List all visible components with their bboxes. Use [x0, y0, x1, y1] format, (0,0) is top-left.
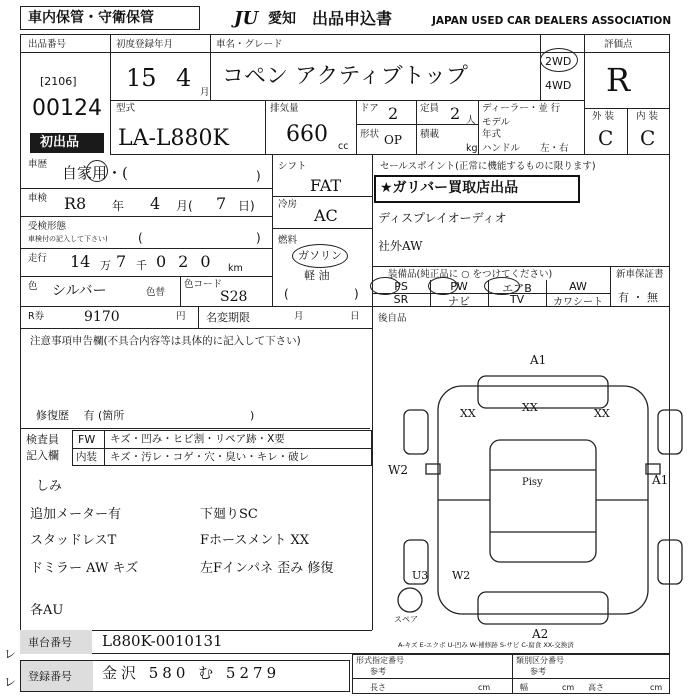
reg-month-unit: 月	[200, 87, 210, 98]
manual-label: 新車保証書	[616, 269, 664, 280]
int-value: C	[640, 126, 656, 150]
grade-value: R	[606, 61, 631, 99]
repair-history: 修復歴 有 (箇所	[36, 409, 125, 422]
handnote-2: 追加メーター有	[30, 507, 122, 522]
color-code-label: 色コード	[184, 279, 223, 290]
drive-2wd: 2WD	[545, 55, 572, 68]
cert-ref: 参考	[370, 667, 386, 676]
use-label: 車歴	[28, 159, 48, 170]
mileage-sen: 7	[116, 252, 127, 271]
storage-label: 車内保管・守衛保管	[28, 10, 154, 26]
len-unit: cm	[478, 683, 491, 692]
reg-number: 金沢 580 む 5279	[102, 664, 281, 682]
drive-4wd: 4WD	[545, 79, 572, 92]
repair-close: )	[250, 409, 255, 422]
reg-month: 4	[176, 64, 192, 92]
mark-xx-3: XX	[594, 407, 610, 420]
dealer-l1: ディーラー・並 行	[482, 103, 561, 114]
cap-label: 定員	[420, 103, 440, 114]
form-title: 出品申込書	[312, 9, 393, 28]
receipt-label: 受検形態	[28, 221, 67, 232]
mark-a1-right: A1	[652, 473, 669, 487]
equip-circle-pw	[428, 277, 458, 295]
equip-airbag: エアB	[488, 280, 547, 294]
color-code: S28	[220, 289, 248, 305]
handle-value: 左・右	[540, 143, 569, 154]
class-label: 類別区分番号	[516, 656, 564, 665]
mark-a2: A2	[532, 627, 549, 641]
rear-label: 後自品	[378, 313, 407, 324]
association-name: JAPAN USED CAR DEALERS ASSOCIATION	[432, 15, 672, 27]
inspect-era: R8	[64, 194, 87, 213]
mark-a1-front: A1	[530, 353, 547, 367]
equip-aw: AW	[546, 280, 610, 294]
mileage-sen-unit: 千	[136, 259, 147, 272]
use-circle	[86, 160, 108, 182]
door-label: ドア	[360, 103, 379, 114]
equip-ps: PS	[372, 280, 431, 294]
ext-value: C	[598, 126, 614, 150]
equip-leather: カワシート	[553, 297, 603, 308]
class-ref: 参考	[530, 667, 546, 676]
use-value: 自家用・(	[62, 164, 128, 182]
int-label: 内 装	[636, 111, 659, 122]
inspect-month-unit: 月(	[176, 199, 193, 213]
brand-name: 愛知	[268, 11, 296, 27]
shift-label: シフト	[278, 161, 307, 172]
sales-hw1: ディスプレイオーディオ	[378, 211, 507, 225]
reg-year: 15	[126, 64, 157, 92]
load-unit: kg	[466, 143, 478, 154]
handnote-8: 各AU	[30, 603, 64, 618]
sales-hw2: 社外AW	[378, 239, 423, 253]
model-label: 型式	[116, 103, 136, 114]
receipt-note: 車検付の記入して下さい)	[28, 235, 108, 243]
equip-sr: SR	[372, 293, 431, 306]
receipt-open: (	[138, 231, 143, 245]
checker-l2: 記入欄	[26, 449, 59, 462]
mark-w2-rear: W2	[452, 569, 471, 582]
shape-label: 形状	[360, 129, 380, 140]
mileage-label: 走行	[28, 253, 48, 264]
color-value: シルバー	[52, 283, 107, 299]
reg-number-label: 登録番号	[28, 670, 72, 683]
notes-label: 注意事項申告欄(不具合内容等は具体的に記入して下さい)	[30, 335, 301, 347]
deadline-month: 月	[294, 311, 304, 322]
grade-label: 評価点	[604, 39, 633, 50]
inspect-day-unit: 日)	[238, 199, 255, 213]
height-unit: cm	[650, 683, 663, 692]
sales-banner: ★ガリバー買取店出品	[380, 180, 519, 196]
fuel-circle	[292, 244, 348, 268]
inspect-year-unit: 年	[112, 199, 125, 213]
width-label: 幅	[520, 683, 528, 692]
checker-in-text: キズ・汚レ・コゲ・穴・臭い・キレ・破レ	[110, 451, 310, 463]
inspect-day: 7	[216, 194, 227, 213]
mark-xx-2: XX	[522, 401, 538, 414]
color-label: 色	[28, 281, 38, 292]
margin-check-2: レ	[4, 675, 17, 689]
cool-value: AC	[314, 206, 338, 225]
use-close: )	[256, 169, 261, 183]
len-label: 長さ	[370, 683, 386, 692]
margin-check-1: レ	[4, 647, 17, 661]
equip-navi: ナビ	[430, 293, 489, 306]
ext-label: 外 装	[592, 111, 615, 122]
handnote-6: Fホースメント XX	[200, 533, 310, 548]
fuel-label: 燃料	[278, 235, 298, 246]
disp-unit: cc	[338, 141, 349, 152]
dealer-l2: モデル	[482, 117, 511, 128]
reg-label: 初度登録年月	[116, 39, 174, 50]
fuel-close: )	[354, 287, 359, 301]
cool-label: 冷房	[278, 199, 298, 210]
mileage-rest: 020	[156, 252, 223, 271]
cap-unit: 人	[466, 115, 476, 126]
equip-label: 装備品(純正品に ○ をつけてください)	[388, 269, 553, 280]
cap-value: 2	[450, 104, 461, 123]
shift-value: FAT	[310, 176, 342, 195]
disp-value: 660	[286, 122, 328, 147]
mark-roof: Pisy	[522, 477, 543, 488]
lot-number: 00124	[32, 96, 102, 121]
manual-value: 有 ・ 無	[618, 291, 658, 304]
first-listing-label: 初出品	[40, 135, 80, 150]
handle-label: ハンドル	[482, 143, 521, 154]
tax-unit: 円	[176, 311, 186, 322]
fuel-opt1: ガソリン	[298, 249, 342, 262]
model-value: LA-L880K	[118, 126, 229, 151]
mileage-man: 14	[70, 252, 91, 271]
load-label: 積載	[420, 129, 440, 140]
tax-value: 9170	[84, 309, 120, 325]
equip-pw: PW	[430, 280, 489, 294]
inspect-label: 車検	[28, 193, 48, 204]
shape-value: OP	[384, 133, 402, 147]
handnote-5: 下廻りSC	[200, 507, 258, 522]
diagram-legend: A-キズ E-エクボ U-凹み W-補修跡 S-サビ C-腐食 XX-交換済	[398, 641, 574, 649]
mileage-man-unit: 万	[100, 259, 111, 272]
checker-fw-text: キズ・凹み・ヒビ割・リペア跡・X要	[110, 433, 285, 445]
fuel-open: (	[284, 287, 289, 301]
sales-label: セールスポイント(正常に機能するものに限ります)	[380, 161, 596, 172]
spare-label: スペア	[394, 615, 418, 624]
tax-label: R券	[28, 311, 45, 322]
handnote-7: 左Fインパネ 歪み 修復	[200, 561, 334, 576]
chassis-label: 車台番号	[28, 636, 72, 649]
lot-sub: [2106]	[40, 75, 77, 88]
mark-w2-left: W2	[388, 463, 408, 477]
checker-l1: 検査員	[26, 433, 59, 446]
mark-u3: U3	[412, 569, 429, 582]
lot-label: 出品番号	[28, 39, 67, 50]
car-name: コペン アクティブトップ	[222, 64, 468, 89]
equip-circle-ps	[370, 277, 400, 295]
equip-tv: TV	[488, 293, 547, 306]
mileage-unit: km	[228, 263, 243, 274]
disp-label: 排気量	[270, 103, 299, 114]
fuel-opt2: 軽 油	[304, 269, 330, 282]
width-unit: cm	[562, 683, 575, 692]
chassis-number: L880K-0010131	[102, 632, 223, 650]
door-value: 2	[388, 104, 399, 123]
cert-label: 形式指定番号	[356, 656, 404, 665]
checker-fw: FW	[78, 433, 96, 446]
ju-logo: JU	[234, 8, 259, 29]
handnote-3: スタッドレスT	[30, 533, 117, 548]
drive-circle	[540, 48, 578, 72]
deadline-label: 名変期限	[206, 311, 250, 324]
deadline-day: 日	[350, 311, 360, 322]
color-tone-label: 色替	[146, 287, 166, 298]
car-name-label: 車名・グレード	[216, 39, 283, 50]
equip-circle-airbag	[484, 277, 520, 295]
dealer-l3: 年式	[482, 129, 502, 140]
receipt-close: )	[256, 231, 261, 245]
checker-in: 内装	[76, 451, 97, 463]
handnote-1: しみ	[36, 479, 63, 494]
handnote-4: ドミラー AW キズ	[30, 561, 139, 576]
inspect-month: 4	[150, 194, 161, 213]
height-label: 高さ	[588, 683, 604, 692]
mark-xx-1: XX	[460, 407, 476, 420]
